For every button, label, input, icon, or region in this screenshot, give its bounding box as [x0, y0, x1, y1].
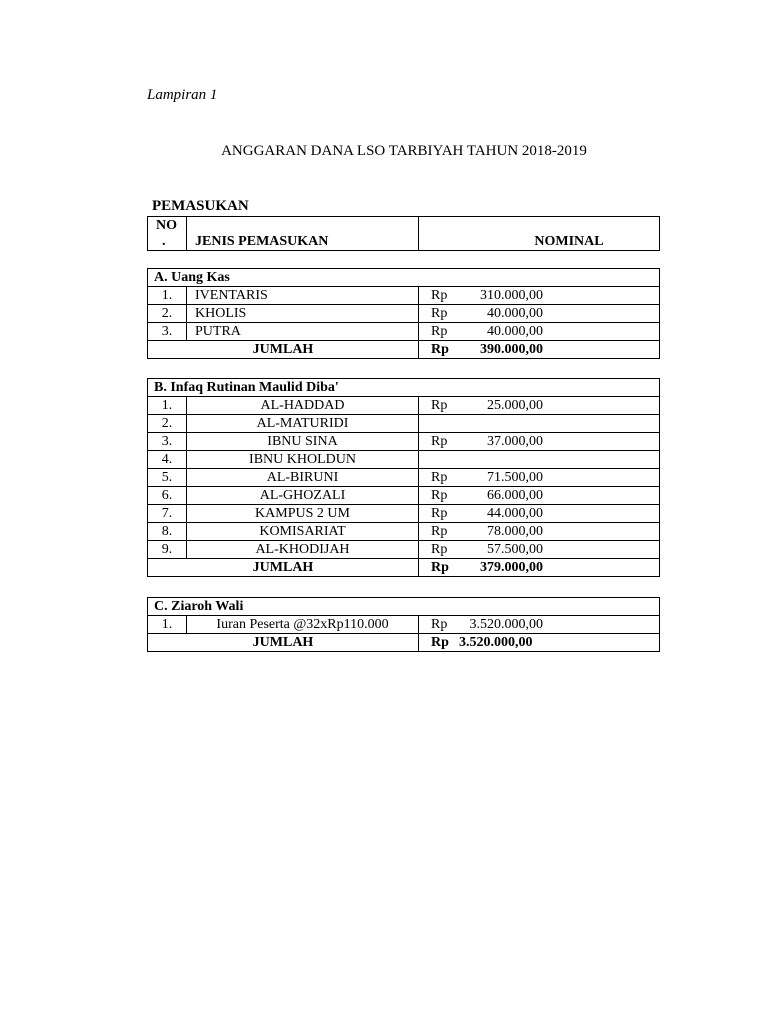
- row-name: AL-HADDAD: [187, 397, 419, 415]
- row-name: PUTRA: [187, 323, 419, 341]
- currency-label: Rp: [431, 288, 448, 303]
- row-number: 2.: [148, 305, 187, 323]
- total-amount-cell: [419, 559, 660, 577]
- table-row: [148, 505, 660, 523]
- amount-value: 3.520.000,00: [469, 617, 543, 632]
- table-row: [148, 541, 660, 559]
- amount-cell-empty: [419, 415, 660, 433]
- amount-value: 40.000,00: [487, 306, 543, 321]
- amount-cell: [419, 616, 660, 634]
- amount-value: 78.000,00: [487, 524, 543, 539]
- table-row: [148, 616, 660, 634]
- ziaroh-table: [147, 597, 660, 652]
- row-number: 9.: [148, 541, 187, 559]
- row-number: 2.: [148, 415, 187, 433]
- amount-value: 44.000,00: [487, 506, 543, 521]
- category-row: [148, 269, 660, 287]
- row-name: AL-MATURIDI: [187, 415, 419, 433]
- currency-label: Rp: [431, 488, 448, 503]
- amount-cell: [419, 305, 660, 323]
- row-number: 3.: [148, 323, 187, 341]
- currency-label: Rp: [431, 306, 448, 321]
- row-number: 6.: [148, 487, 187, 505]
- currency-label: Rp: [431, 617, 448, 632]
- category-title: B. Infaq Rutinan Maulid Diba': [148, 379, 660, 397]
- row-number: 5.: [148, 469, 187, 487]
- document-title: ANGGARAN DANA LSO TARBIYAH TAHUN 2018-2019: [221, 143, 587, 159]
- currency-label: Rp: [431, 342, 449, 357]
- row-number: 1.: [148, 616, 187, 634]
- amount-value: 37.000,00: [487, 434, 543, 449]
- currency-label: Rp: [431, 506, 448, 521]
- row-name: Iuran Peserta @32xRp110.000: [187, 616, 419, 634]
- row-name: AL-GHOZALI: [187, 487, 419, 505]
- currency-label: Rp: [431, 434, 448, 449]
- table-row: [148, 523, 660, 541]
- header-jenis: JENIS PEMASUKAN: [187, 217, 419, 251]
- row-number: 3.: [148, 433, 187, 451]
- currency-label: Rp: [431, 470, 448, 485]
- row-name: IBNU KHOLDUN: [187, 451, 419, 469]
- table-row: [148, 323, 660, 341]
- header-no-line2: .: [162, 234, 166, 249]
- total-amount-cell: [419, 634, 660, 652]
- total-row: [148, 559, 660, 577]
- amount-value: 57.500,00: [487, 542, 543, 557]
- category-title: A. Uang Kas: [148, 269, 660, 287]
- amount-cell-empty: [419, 451, 660, 469]
- total-amount: 390.000,00: [480, 342, 543, 357]
- total-label: JUMLAH: [148, 634, 419, 652]
- table-row: [148, 415, 660, 433]
- total-row: [148, 341, 660, 359]
- category-row: [148, 598, 660, 616]
- uang-kas-table: [147, 268, 660, 359]
- header-no: [148, 217, 187, 251]
- row-name: KOMISARIAT: [187, 523, 419, 541]
- header-table: [147, 216, 660, 251]
- header-nominal: NOMINAL: [419, 217, 660, 251]
- row-name: IVENTARIS: [187, 287, 419, 305]
- amount-cell: [419, 523, 660, 541]
- row-number: 4.: [148, 451, 187, 469]
- table-row: [148, 469, 660, 487]
- currency-label: Rp: [431, 398, 448, 413]
- row-name: AL-BIRUNI: [187, 469, 419, 487]
- amount-cell: [419, 433, 660, 451]
- section-title-pemasukan: PEMASUKAN: [152, 198, 249, 214]
- total-row: [148, 634, 660, 652]
- amount-value: 310.000,00: [480, 288, 543, 303]
- total-amount: 3.520.000,00: [459, 635, 533, 650]
- currency-label: Rp: [431, 324, 448, 339]
- table-row: [148, 487, 660, 505]
- table-row: [148, 451, 660, 469]
- total-label: JUMLAH: [148, 341, 419, 359]
- row-number: 1.: [148, 397, 187, 415]
- attachment-label: Lampiran 1: [147, 87, 218, 103]
- amount-value: 66.000,00: [487, 488, 543, 503]
- currency-label: Rp: [431, 524, 448, 539]
- header-row: [148, 217, 660, 251]
- row-number: 7.: [148, 505, 187, 523]
- category-title: C. Ziaroh Wali: [148, 598, 660, 616]
- table-row: [148, 433, 660, 451]
- amount-cell: [419, 323, 660, 341]
- row-number: 8.: [148, 523, 187, 541]
- table-row: [148, 305, 660, 323]
- row-name: KAMPUS 2 UM: [187, 505, 419, 523]
- amount-cell: [419, 505, 660, 523]
- currency-label: Rp: [431, 542, 448, 557]
- currency-label: Rp: [431, 560, 449, 575]
- table-row: [148, 287, 660, 305]
- row-number: 1.: [148, 287, 187, 305]
- table-row: [148, 397, 660, 415]
- amount-cell: [419, 469, 660, 487]
- infaq-table: [147, 378, 660, 577]
- amount-value: 25.000,00: [487, 398, 543, 413]
- amount-cell: [419, 397, 660, 415]
- row-name: AL-KHODIJAH: [187, 541, 419, 559]
- row-name: IBNU SINA: [187, 433, 419, 451]
- total-amount: 379.000,00: [480, 560, 543, 575]
- amount-cell: [419, 287, 660, 305]
- amount-value: 40.000,00: [487, 324, 543, 339]
- amount-cell: [419, 487, 660, 505]
- total-amount-cell: [419, 341, 660, 359]
- row-name: KHOLIS: [187, 305, 419, 323]
- total-label: JUMLAH: [148, 559, 419, 577]
- category-row: [148, 379, 660, 397]
- amount-value: 71.500,00: [487, 470, 543, 485]
- amount-cell: [419, 541, 660, 559]
- currency-label: Rp: [431, 635, 449, 650]
- header-no-line1: NO: [156, 218, 177, 233]
